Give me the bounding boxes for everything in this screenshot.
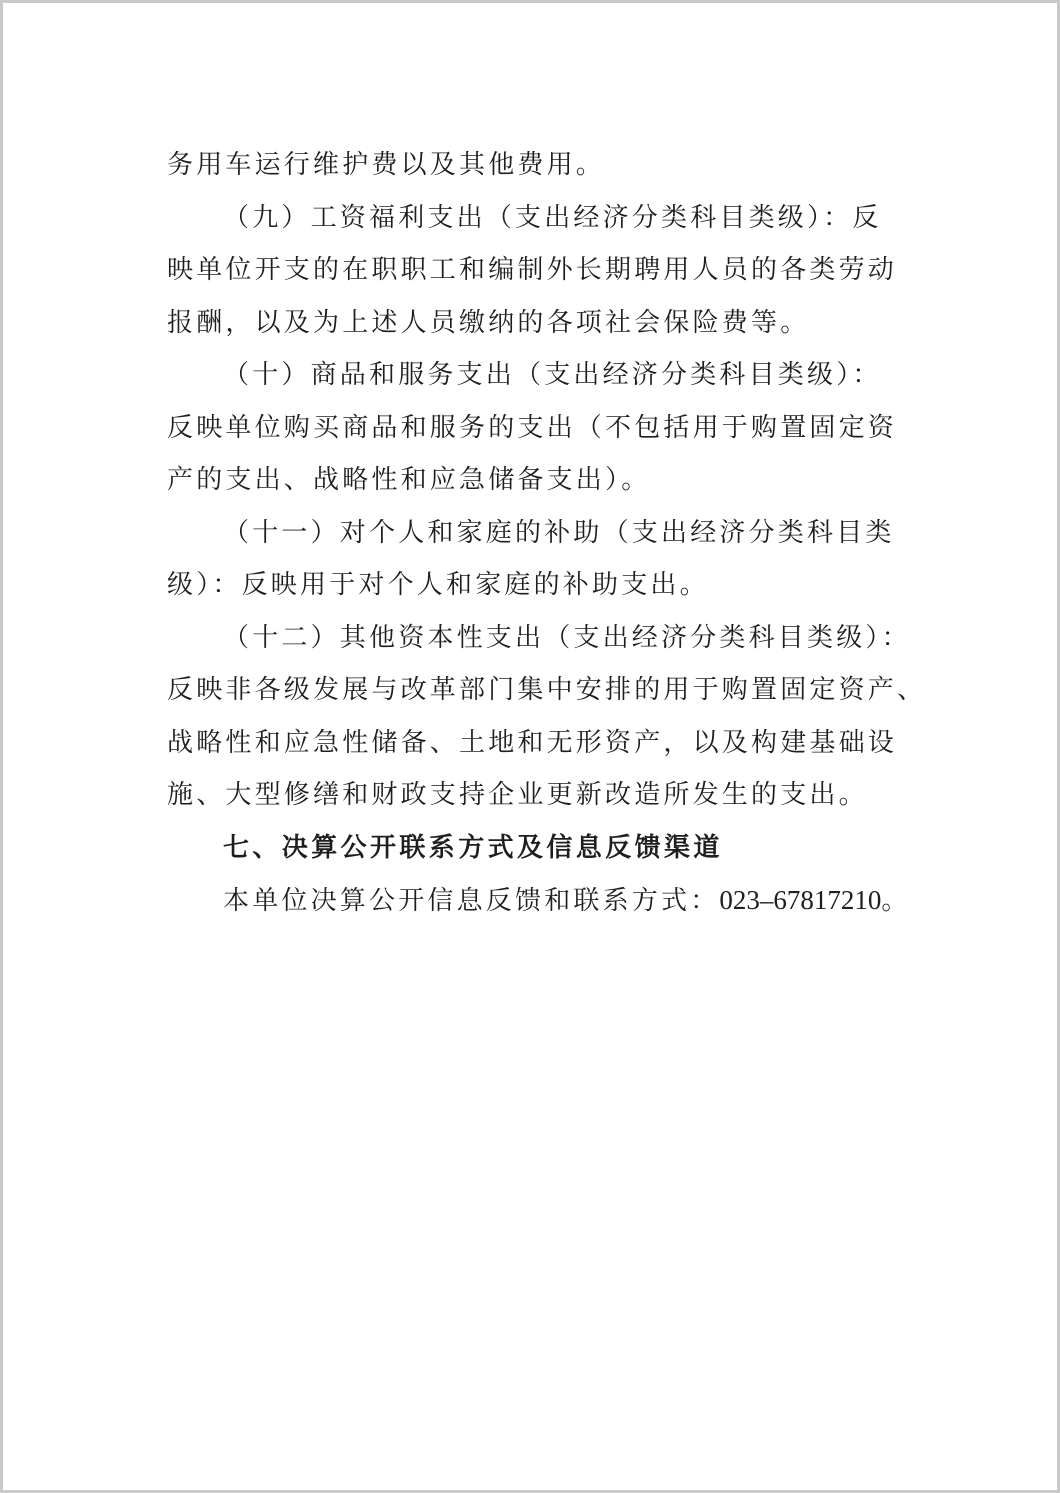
contact-label: 本单位决算公开信息反馈和联系方式： [223, 886, 720, 916]
text-line: 反映非各级发展与改革部门集中安排的用于购置固定资产、 [167, 675, 927, 705]
text-line: 施、大型修缮和财政支持企业更新改造所发生的支出。 [167, 780, 868, 810]
paragraph-item-10 [167, 349, 947, 507]
document-body [167, 139, 947, 927]
text-line: （十）商品和服务支出（支出经济分类科目类级）： [223, 360, 882, 390]
text-line: （十二）其他资本性支出（支出经济分类科目类级）： [223, 622, 911, 653]
contact-line [167, 874, 947, 927]
text-line: 产的支出、战略性和应急储备支出）。 [167, 465, 651, 495]
text-line: 报酬，以及为上述人员缴纳的各项社会保险费等。 [167, 307, 810, 338]
paragraph-item-11 [167, 507, 947, 612]
text-line: 务用车运行维护费以及其他费用。 [167, 150, 606, 180]
text-line: 映单位开支的在职职工和编制外长期聘用人员的各类劳动 [167, 255, 898, 285]
text-line: （九）工资福利支出（支出经济分类科目类级）：反 [223, 202, 882, 233]
text-line: 反映单位购买商品和服务的支出（不包括用于购置固定资 [167, 412, 898, 443]
paragraph-item-9 [167, 192, 947, 350]
text-line: 战略性和应急性储备、土地和无形资产，以及构建基础设 [167, 727, 898, 758]
paragraph-item-12 [167, 612, 947, 822]
paragraph-continuation [167, 139, 947, 192]
text-line: 级）：反映用于对个人和家庭的补助支出。 [167, 570, 709, 600]
contact-end-punctuation: 。 [881, 886, 911, 916]
section-heading: 七、决算公开联系方式及信息反馈渠道 [223, 832, 723, 863]
text-line: （十一）对个人和家庭的补助（支出经济分类科目类 [223, 517, 895, 548]
contact-phone: 023–67817210 [719, 885, 882, 915]
